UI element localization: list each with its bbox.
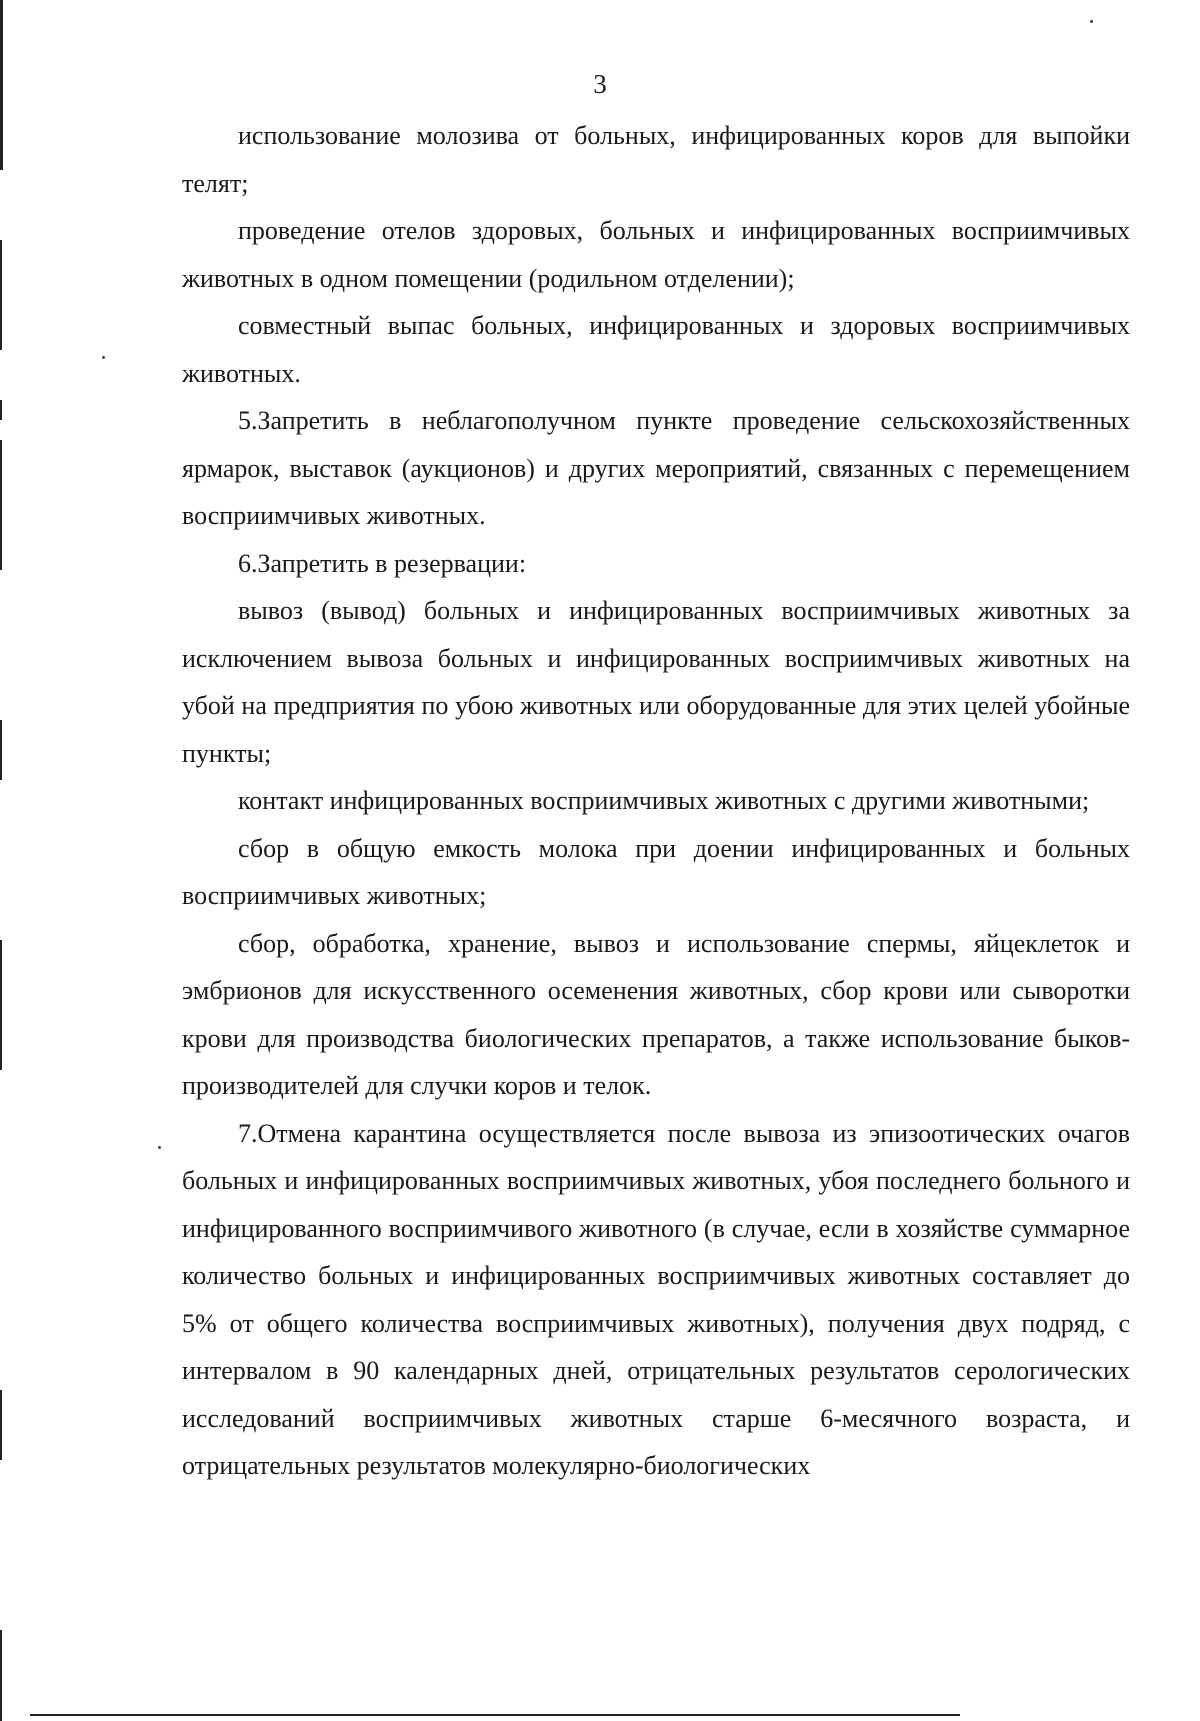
scan-edge-line (0, 720, 2, 780)
scan-edge-line (0, 1630, 2, 1721)
paragraph: контакт инфицированных восприимчивых животных с другими животными; (238, 786, 1090, 815)
scan-edge-line (0, 940, 2, 1070)
paragraph: сбор, обработка, хранение, вывоз и использование спермы, яйцеклеток и эмбрионов для искусственного осеменения животных, сбор крови или сыворотки крови для производства биологических препаратов, а также использование быков-производителей для случки коров и телок. (182, 928, 1130, 1100)
scan-edge-line (0, 1390, 2, 1460)
scan-speck (1090, 20, 1093, 23)
scan-edge-line (0, 400, 2, 420)
scan-speck (102, 356, 105, 359)
paragraph: 5.Запретить в неблагополучном пункте проведение сельскохозяйственных ярмарок, выставок (аукционов) и других мероприятий, связанных с перемещением восприимчивых животных. (182, 406, 1130, 530)
paragraph: 6.Запретить в резервации: (238, 548, 527, 578)
page-number: 3 (593, 69, 607, 99)
scan-edge-line (0, 440, 2, 570)
paragraph: 7.Отмена карантина осуществляется после вывоза из эпизоотических очагов больных и инфицированных восприимчивых животных, убоя последнего больного и инфицированного восприимчивого животного (в случае, если в хозяйстве суммарное количество больных и инфицированных восприимчивых животных составляет до 5% от общего количества восприимчивых животных), получения двух подряд, с интервалом в 90 календарных дней, отрицательных результатов серологических исследований восприимчивых животных старше 6-месячного возраста, и отрицательных результатов молекулярно-биологических (182, 1118, 1130, 1480)
scan-edge-line (0, 240, 2, 350)
paragraph: проведение отелов здоровых, больных и инфицированных восприимчивых животных в одном помещении (родильном отделении); (182, 216, 1130, 293)
scan-speck (158, 1146, 161, 1149)
paragraph: сбор в общую емкость молока при доении инфицированных и больных восприимчивых животных; (182, 833, 1130, 910)
paragraph: вывоз (вывод) больных и инфицированных восприимчивых животных за исключением вывоза больных и инфицированных восприимчивых животных на убой на предприятия по убою животных или оборудованные для этих целей убойные пункты; (182, 596, 1130, 768)
paragraph: использование молозива от больных, инфицированных коров для выпойки телят; (182, 121, 1130, 198)
scan-bottom-line (30, 1714, 960, 1716)
document-body (182, 112, 1130, 1490)
paragraph: совместный выпас больных, инфицированных и здоровых восприимчивых животных. (182, 311, 1130, 388)
